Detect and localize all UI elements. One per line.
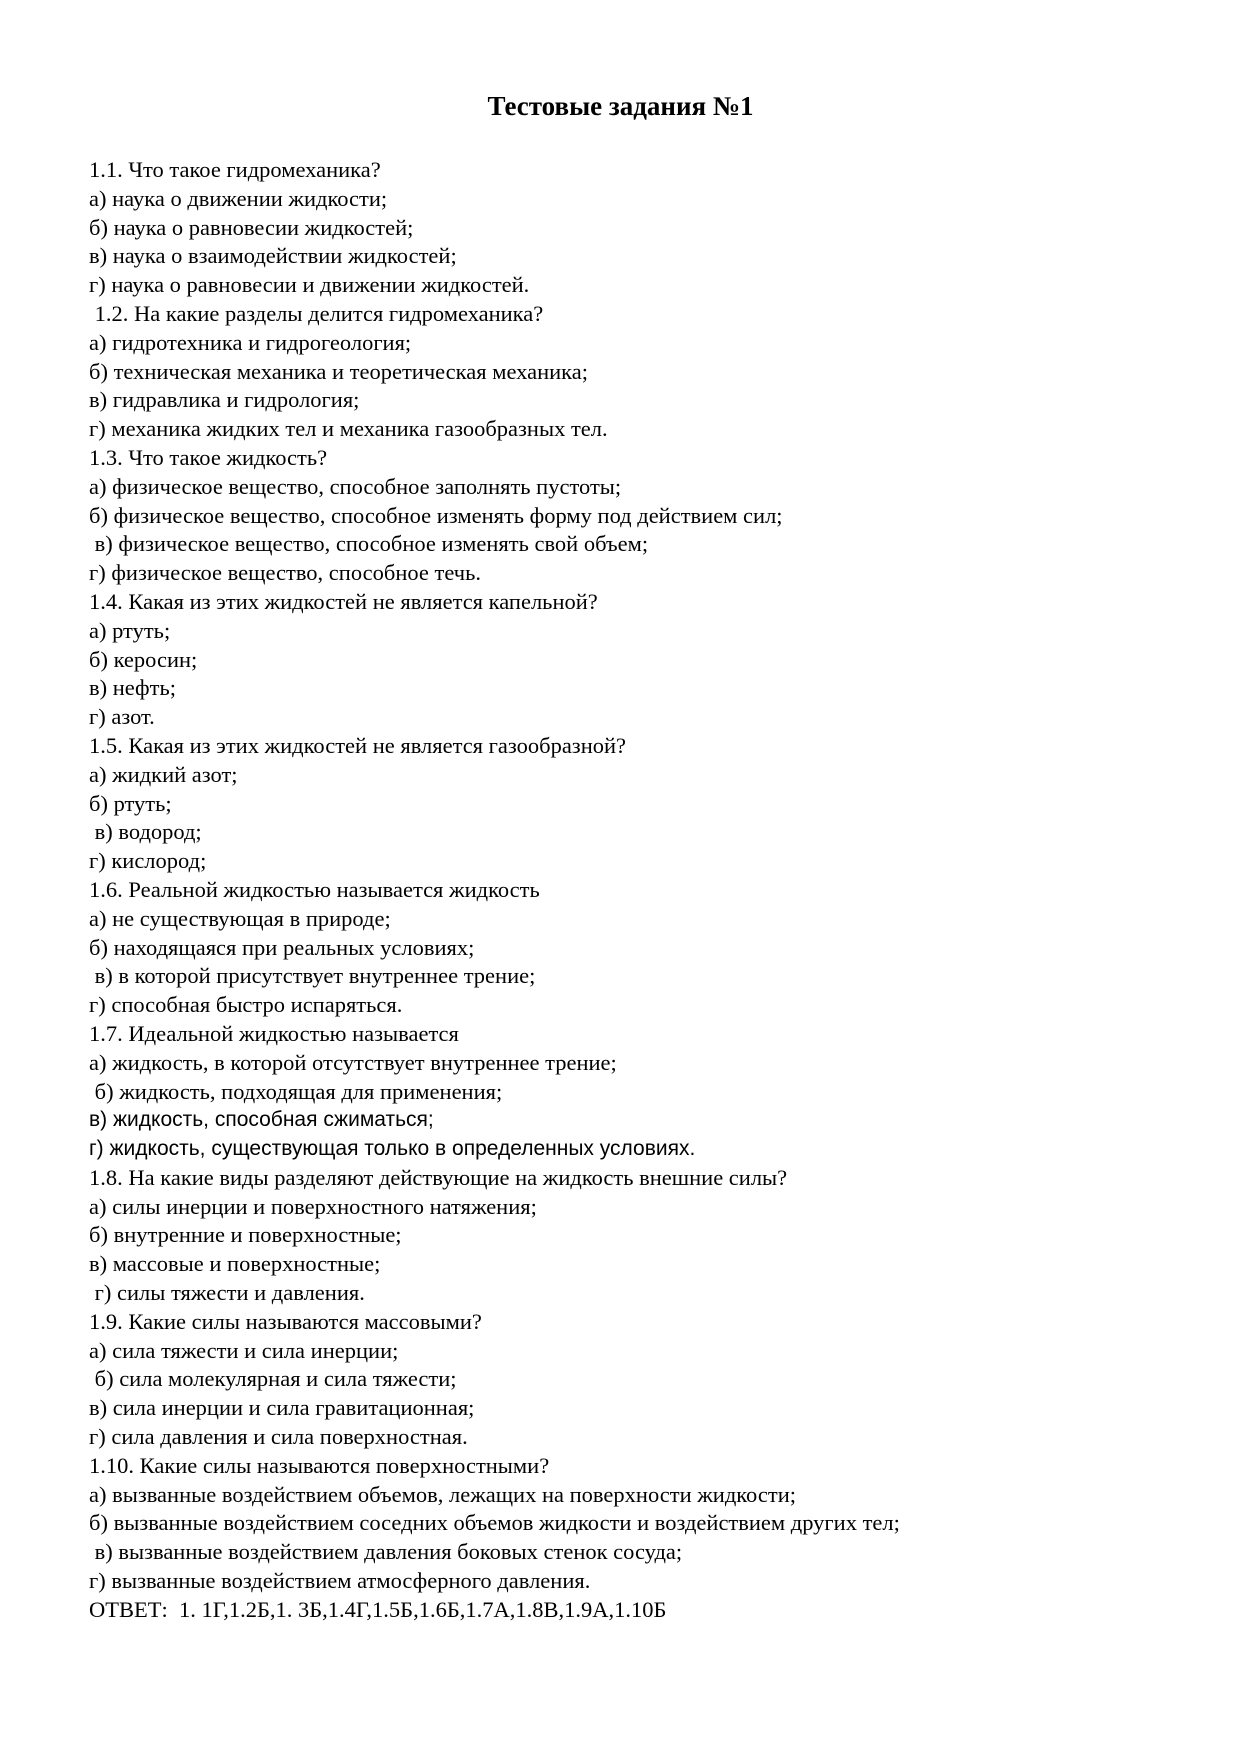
answer-option: в) гидравлика и гидрология;	[89, 387, 360, 413]
answer-option: г) физическое вещество, способное течь.	[89, 560, 481, 586]
answer-option: а) наука о движении жидкости;	[89, 185, 388, 211]
answer-option: в) вызванные воздействием давления боковых стенок сосуда;	[89, 1539, 683, 1565]
question-1-4: 1.4. Какая из этих жидкостей не является капельной?	[89, 588, 598, 614]
question-1-8: 1.8. На какие виды разделяют действующие на жидкость внешние силы?	[89, 1164, 788, 1190]
answer-option: а) ртуть;	[89, 617, 171, 643]
answer-option: а) сила тяжести и сила инерции;	[89, 1337, 399, 1363]
answer-option: б) внутренние и поверхностные;	[89, 1222, 402, 1248]
answer-option: б) наука о равновесии жидкостей;	[89, 214, 414, 240]
answer-option: в) массовые и поверхностные;	[89, 1251, 381, 1277]
answer-option: б) жидкость, подходящая для применения;	[89, 1078, 503, 1104]
answer-option: б) керосин;	[89, 646, 198, 672]
answer-option: б) техническая механика и теоретическая механика;	[89, 358, 588, 384]
answer-option: в) нефть;	[89, 675, 176, 701]
answer-option: г) наука о равновесии и движении жидкостей.	[89, 272, 530, 298]
answer-option: г) способная быстро испаряться.	[89, 992, 403, 1018]
answer-option: г) кислород;	[89, 848, 207, 874]
answer-option: б) ртуть;	[89, 790, 172, 816]
question-1-7: 1.7. Идеальной жидкостью называется	[89, 1020, 459, 1046]
answer-option: в) водород;	[89, 819, 202, 845]
answer-option: а) физическое вещество, способное заполнять пустоты;	[89, 473, 622, 499]
question-1-2: 1.2. На какие разделы делится гидромеханика?	[89, 300, 544, 326]
answer-option: г) азот.	[89, 704, 155, 730]
answer-option: г) вызванные воздействием атмосферного давления.	[89, 1568, 591, 1594]
question-1-9: 1.9. Какие силы называются массовыми?	[89, 1308, 482, 1334]
answer-option: в) сила инерции и сила гравитационная;	[89, 1395, 475, 1421]
question-1-6: 1.6. Реальной жидкостью называется жидкость	[89, 876, 540, 902]
answer-key: ОТВЕТ: 1. 1Г,1.2Б,1. 3Б,1.4Г,1.5Б,1.6Б,1.7А,1.8В,1.9А,1.10Б	[89, 1596, 667, 1622]
answer-option: а) жидкий азот;	[89, 761, 238, 787]
answer-option: а) не существующая в природе;	[89, 905, 391, 931]
answer-option: в) наука о взаимодействии жидкостей;	[89, 243, 457, 269]
answer-option: а) гидротехника и гидрогеология;	[89, 329, 412, 355]
answer-option: а) вызванные воздействием объемов, лежащих на поверхности жидкости;	[89, 1481, 796, 1507]
answer-option: в) жидкость, способная сжиматься;	[89, 1108, 434, 1132]
question-1-5: 1.5. Какая из этих жидкостей не является газообразной?	[89, 732, 627, 758]
answer-option: б) сила молекулярная и сила тяжести;	[89, 1366, 457, 1392]
page-title: Тестовые задания №1	[487, 91, 754, 121]
answer-option: а) силы инерции и поверхностного натяжения;	[89, 1193, 537, 1219]
answer-option: а) жидкость, в которой отсутствует внутреннее трение;	[89, 1049, 617, 1075]
answer-option: б) вызванные воздействием соседних объемов жидкости и воздействием других тел;	[89, 1510, 900, 1536]
question-1-3: 1.3. Что такое жидкость?	[89, 444, 328, 470]
answer-option: г) сила давления и сила поверхностная.	[89, 1424, 468, 1450]
answer-option: г) жидкость, существующая только в определенных условиях.	[89, 1137, 696, 1161]
answer-option: г) механика жидких тел и механика газообразных тел.	[89, 416, 608, 442]
test-body	[89, 156, 1189, 1625]
answer-option: в) в которой присутствует внутреннее трение;	[89, 963, 536, 989]
answer-option: б) находящаяся при реальных условиях;	[89, 934, 475, 960]
answer-option: г) силы тяжести и давления.	[89, 1280, 365, 1306]
answer-option: б) физическое вещество, способное изменять форму под действием сил;	[89, 502, 783, 528]
answer-option: в) физическое вещество, способное изменять свой объем;	[89, 531, 649, 557]
question-1-10: 1.10. Какие силы называются поверхностными?	[89, 1452, 550, 1478]
question-1-1: 1.1. Что такое гидромеханика?	[89, 157, 381, 182]
